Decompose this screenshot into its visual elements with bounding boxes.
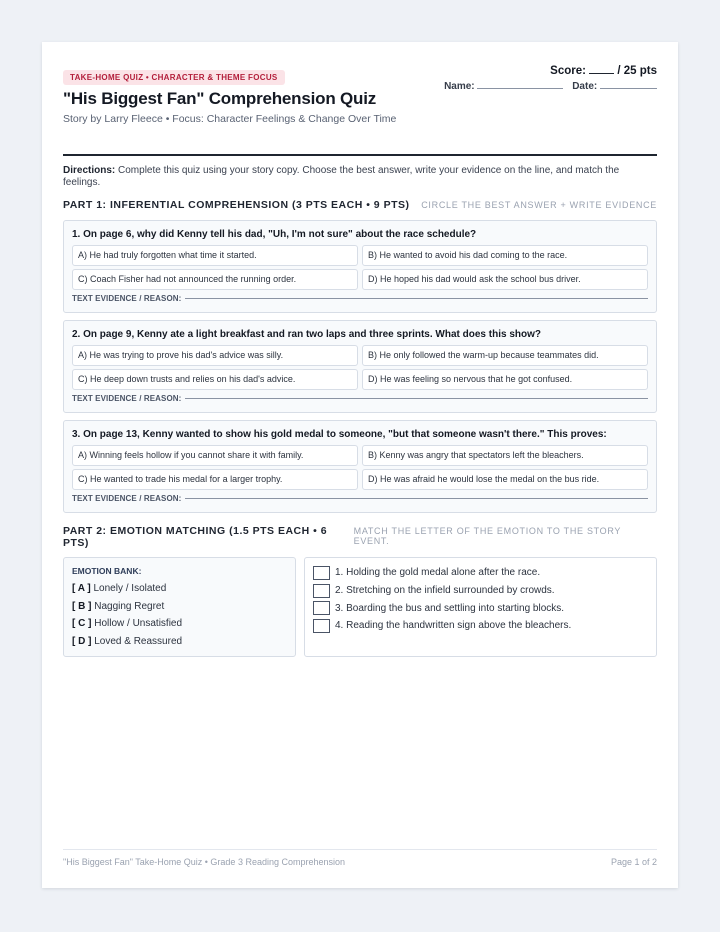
question-card-1 (63, 220, 657, 313)
part1-heading (63, 199, 657, 211)
emotion-item-a (72, 580, 287, 598)
score-label: Score: (550, 65, 586, 77)
question-card-3 (63, 420, 657, 513)
page-footer (63, 849, 657, 867)
question-text: 2. On page 9, Kenny ate a light breakfast and ran two laps and three sprints. What does this show? (72, 329, 541, 340)
question-text: 3. On page 13, Kenny wanted to show his gold medal to someone, "but that someone wasn't there." This proves: (72, 429, 607, 440)
emotion-letter: [ B ] (72, 600, 92, 612)
emotion-label: Nagging Regret (91, 600, 165, 612)
quiz-page (42, 42, 678, 888)
score-field (550, 64, 657, 77)
answer-option-b[interactable]: B) Kenny was angry that spectators left the bleachers. (362, 445, 648, 466)
evidence-label: TEXT EVIDENCE / REASON: (72, 494, 182, 503)
answer-box[interactable] (313, 584, 330, 598)
event-text: 2. Stretching on the infield surrounded by crowds. (335, 585, 555, 597)
evidence-rule (185, 298, 648, 299)
answer-option-d[interactable]: D) He was feeling so nervous that he got confused. (362, 369, 648, 390)
evidence-line[interactable] (72, 394, 648, 403)
evidence-rule (185, 398, 648, 399)
question-text: 1. On page 6, why did Kenny tell his dad, "Uh, I'm not sure" about the race schedule? (72, 229, 477, 240)
event-row-2 (313, 582, 648, 600)
page-number: Page 1 of 2 (610, 857, 657, 867)
emotion-bank (63, 557, 296, 657)
answer-option-d[interactable]: D) He hoped his dad would ask the school bus driver. (362, 269, 648, 290)
part2-title: PART 2: EMOTION MATCHING (1.5 PTS EACH • 6 PTS) (63, 525, 328, 549)
evidence-label: TEXT EVIDENCE / REASON: (72, 294, 182, 303)
emotion-bank-title: EMOTION BANK: (72, 566, 142, 576)
directions-text: Complete this quiz using your story copy. Choose the best answer, write your evidence on the line, and match the feelings. (63, 165, 620, 188)
event-row-1 (313, 564, 648, 582)
evidence-rule (185, 498, 648, 499)
answer-box[interactable] (313, 566, 330, 580)
score-total: / 25 pts (617, 65, 657, 77)
score-blank[interactable] (589, 64, 614, 74)
emotion-item-d (72, 633, 287, 651)
emotion-label: Loved & Reassured (91, 636, 183, 648)
date-label: Date: (572, 81, 598, 92)
quiz-header (63, 64, 657, 156)
answer-option-a[interactable]: A) He was trying to prove his dad's advice was silly. (72, 345, 358, 366)
emotion-letter: [ A ] (72, 583, 91, 594)
question-card-2 (63, 320, 657, 413)
emotion-letter: [ C ] (72, 618, 92, 630)
event-text: 1. Holding the gold medal alone after the race. (335, 567, 541, 579)
part1-note: CIRCLE THE BEST ANSWER + WRITE EVIDENCE (421, 200, 657, 210)
name-label: Name: (444, 81, 475, 92)
event-row-3 (313, 599, 648, 617)
answer-option-d[interactable]: D) He was afraid he would lose the medal on the bus ride. (362, 469, 648, 490)
event-row-4 (313, 617, 648, 635)
page-subtitle: Story by Larry Fleece • Focus: Character Feelings & Change Over Time (63, 113, 397, 125)
answer-option-c[interactable]: C) Coach Fisher had not announced the running order. (72, 269, 358, 290)
directions-label: Directions: (63, 165, 116, 176)
evidence-label: TEXT EVIDENCE / REASON: (72, 394, 182, 403)
emotion-label: Hollow / Unsatisfied (91, 618, 183, 630)
page-title: "His Biggest Fan" Comprehension Quiz (63, 89, 377, 108)
evidence-line[interactable] (72, 494, 648, 503)
part2-note: MATCH THE LETTER OF THE EMOTION TO THE STORY EVENT. (353, 526, 621, 546)
answer-option-a[interactable]: A) Winning feels hollow if you cannot share it with family. (72, 445, 358, 466)
answer-option-c[interactable]: C) He wanted to trade his medal for a larger trophy. (72, 469, 358, 490)
evidence-line[interactable] (72, 294, 648, 303)
name-date-fields (444, 81, 657, 92)
date-line[interactable] (600, 81, 657, 89)
part2-heading (63, 525, 657, 549)
answer-box[interactable] (313, 619, 330, 633)
footer-left: "His Biggest Fan" Take-Home Quiz • Grade 3 Reading Comprehension (63, 857, 346, 867)
emotion-item-b (72, 598, 287, 616)
answer-box[interactable] (313, 601, 330, 615)
part1-title: PART 1: INFERENTIAL COMPREHENSION (3 PTS EACH • 9 PTS) (63, 199, 410, 211)
quiz-type-badge: TAKE-HOME QUIZ • CHARACTER & THEME FOCUS (63, 70, 285, 85)
answer-option-b[interactable]: B) He wanted to avoid his dad coming to the race. (362, 245, 648, 266)
story-events (304, 557, 657, 657)
answer-option-c[interactable]: C) He deep down trusts and relies on his dad's advice. (72, 369, 358, 390)
answer-option-a[interactable]: A) He had truly forgotten what time it started. (72, 245, 358, 266)
emotion-item-c (72, 615, 287, 633)
directions (63, 165, 657, 188)
name-line[interactable] (477, 81, 563, 89)
emotion-label: Lonely / Isolated (90, 583, 167, 594)
event-text: 3. Boarding the bus and settling into starting blocks. (335, 602, 565, 614)
emotion-matching (63, 557, 657, 657)
answer-option-b[interactable]: B) He only followed the warm-up because teammates did. (362, 345, 648, 366)
event-text: 4. Reading the handwritten sign above the bleachers. (335, 620, 572, 632)
emotion-letter: [ D ] (72, 636, 92, 648)
